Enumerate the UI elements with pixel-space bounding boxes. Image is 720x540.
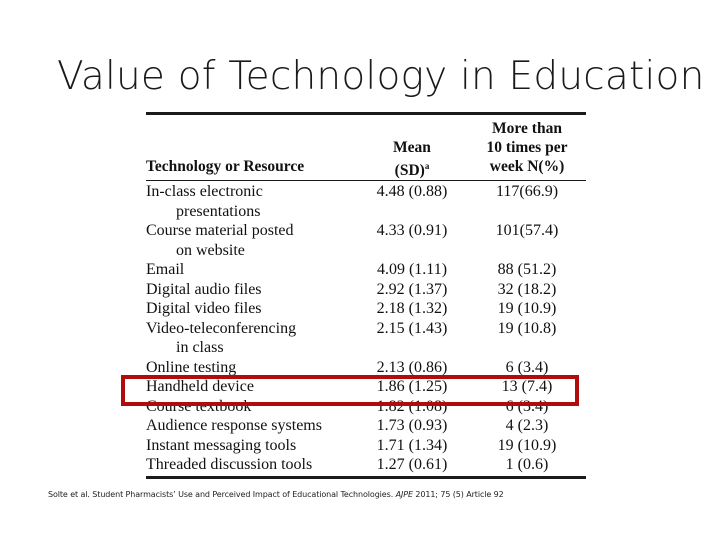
row-name: Course textbook [146, 397, 252, 415]
citation-authors-title: Solte et al. Student Pharmacists’ Use and Perceived Impact of Educational Technologies. [48, 490, 396, 499]
row-frequency: 101(57.4) [495, 222, 559, 239]
highlight-box [121, 375, 579, 406]
header-resource: Technology or Resource [146, 158, 305, 175]
row-frequency: 19 (10.8) [497, 319, 557, 337]
slide-title: Value of Technology in Education [57, 54, 705, 99]
row-frequency: 32 (18.2) [497, 280, 557, 298]
header-rule [146, 180, 586, 181]
header-mean-line1: Mean [393, 139, 431, 156]
row-name: Email [146, 261, 185, 278]
header-mean-sd: (SD) [394, 162, 425, 180]
row-name: Online testing [146, 358, 237, 376]
row-name: Handheld device [146, 378, 254, 395]
row-frequency: 19 (10.9) [497, 300, 557, 317]
row-frequency: 13 (7.4) [501, 378, 553, 395]
row-name: Digital audio files [146, 280, 262, 298]
row-mean: 4.48 (0.88) [376, 183, 448, 200]
row-name: Audience response systems [146, 417, 322, 434]
row-mean: 1.27 (0.61) [376, 456, 448, 473]
row-frequency: 4 (2.3) [505, 417, 549, 434]
row-name-cont: presentations [176, 202, 261, 220]
row-mean: 4.09 (1.11) [376, 261, 448, 278]
table-bottom-rule [146, 476, 586, 479]
header-freq-line3: week N(%) [489, 158, 565, 175]
row-mean: 2.92 (1.37) [376, 280, 448, 298]
row-name: Threaded discussion tools [146, 456, 313, 473]
header-freq-line2: 10 times per [486, 139, 568, 156]
row-mean: 1.71 (1.34) [376, 436, 448, 454]
row-mean: 2.13 (0.86) [376, 358, 448, 376]
header-mean-line2 [367, 157, 457, 180]
row-frequency: 88 (51.2) [497, 261, 557, 278]
header-freq-line1: More than [492, 120, 562, 137]
row-name: In-class electronic [146, 183, 263, 200]
header-mean [367, 138, 457, 180]
row-frequency: 6 (3.4) [505, 397, 549, 415]
row-name: Instant messaging tools [146, 436, 297, 454]
row-mean: 1.73 (0.93) [376, 417, 448, 434]
row-mean: 1.86 (1.25) [376, 378, 448, 395]
row-mean: 4.33 (0.91) [376, 222, 448, 239]
citation-journal: AJPE [395, 490, 413, 499]
citation-volume: 2011; 75 (5) Article 92 [412, 490, 504, 499]
table-top-rule [146, 112, 586, 115]
row-mean: 2.15 (1.43) [376, 319, 448, 337]
row-frequency: 6 (3.4) [505, 358, 549, 376]
header-frequency [472, 119, 582, 176]
row-name: Digital video files [146, 300, 262, 317]
row-name-cont: on website [176, 241, 245, 259]
row-frequency: 19 (10.9) [497, 436, 557, 454]
row-frequency: 1 (0.6) [505, 456, 549, 473]
row-mean: 2.18 (1.32) [376, 300, 448, 317]
row-name: Course material posted [146, 222, 294, 239]
row-mean: 1.82 (1.08) [376, 397, 448, 415]
row-name-cont: in class [176, 339, 224, 356]
row-frequency: 117(66.9) [495, 183, 559, 200]
citation [48, 490, 504, 499]
header-mean-superscript: a [424, 161, 430, 171]
row-name: Video-teleconferencing [146, 319, 297, 337]
